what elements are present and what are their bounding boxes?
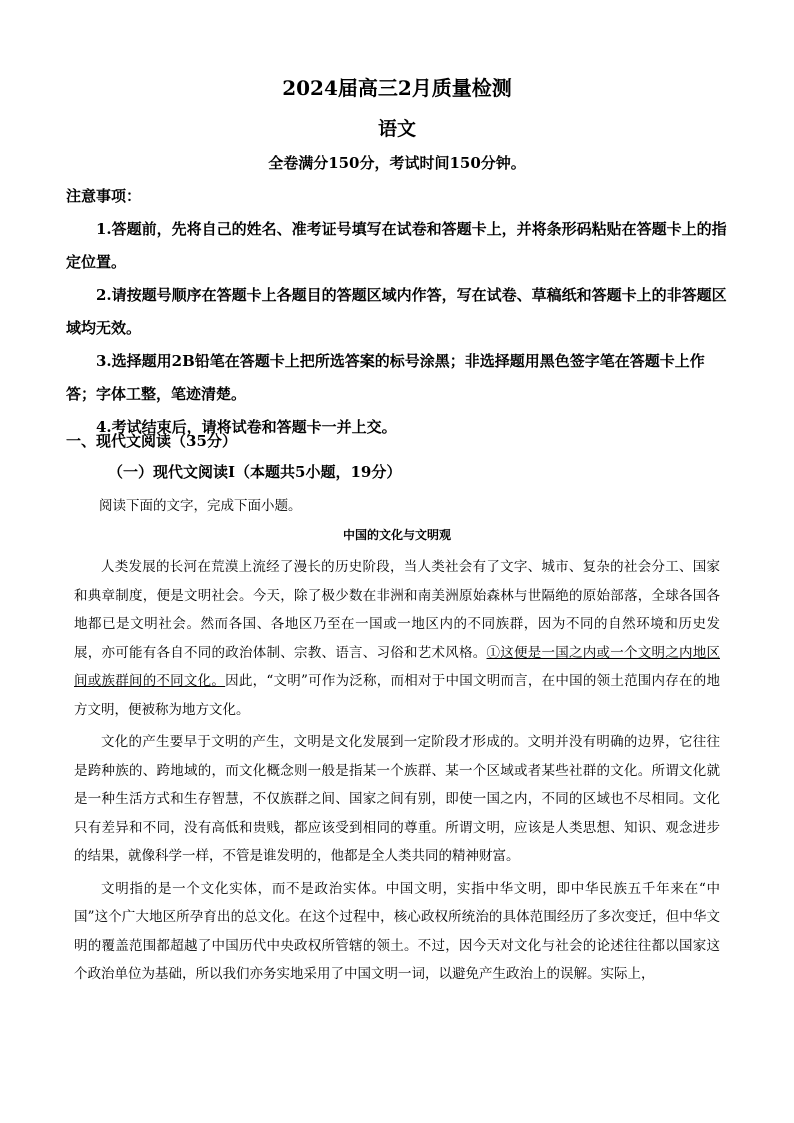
subject-title: 语文: [377, 118, 416, 140]
section-heading: 一、现代文阅读（35分）: [66, 432, 237, 450]
passage-body: [74, 553, 720, 993]
reading-instruction: 阅读下面的文字，完成下面小题。: [99, 498, 302, 514]
note-item-4: 4.考试结束后，请将试卷和答题卡一并上交。: [96, 418, 397, 436]
passage-title: 中国的文化与文明观: [342, 528, 451, 542]
passage-paragraph-3: 文明指的是一个文化实体，而不是政治实体。中国文明，实指中华文明，即中华民族五千年来在“中国”这个广大地区所孕育出的总文化。在这个过程中，核心政权所统治的具体范围经历了多次变迁，但中华文明的覆盖范围都超越了中国历代中央政权所管辖的领土。不过，因今天对文化与社会的论述往往都以国家这个政治单位为基础，所以我们亦务实地采用了中国文明一词，以避免产生政治上的误解。实际上，: [74, 880, 720, 982]
note-item-3: 3.选择题用2B铅笔在答题卡上把所选答案的标号涂黑；非选择题用黑色签字笔在答题卡上作答；字体工整，笔迹清楚。: [66, 352, 705, 403]
p1-text-before: 人类发展的长河在荒漠上流经了漫长的历史阶段，当人类社会有了文字、城市、复杂的社会分工、国家和典章制度，便是文明社会。今天，除了极少数在非洲和南美洲原始森林与世隔绝的原始部落，全球各国各地都已是文明社会。然而各国、各地区乃至在一国或一地区内的不同族群，因为不同的自然环境和历史发展，亦可能有各自不同的政治体制、宗教、语言、习俗和艺术风格。: [74, 559, 720, 661]
notes-heading: 注意事项：: [66, 187, 142, 205]
exam-title: 2024届高三2月质量检测: [282, 76, 512, 100]
notes-block: [66, 180, 728, 444]
exam-info: 全卷满分150分，考试时间150分钟。: [268, 154, 526, 172]
note-item-2: 2.请按题号顺序在答题卡上各题目的答题区域内作答，写在试卷、草稿纸和答题卡上的非答题区域均无效。: [66, 286, 727, 337]
subsection-heading: （一）现代文阅读Ⅰ（本题共5小题，19分）: [108, 463, 402, 481]
passage-paragraph-1: [74, 553, 720, 724]
note-item-1: 1.答题前，先将自己的姓名、准考证号填写在试卷和答题卡上，并将条形码粘贴在答题卡上的指定位置。: [66, 220, 727, 271]
passage-paragraph-2: 文化的产生要早于文明的产生，文明是文化发展到一定阶段才形成的。文明并没有明确的边界，它往往是跨种族的、跨地域的，而文化概念则一般是指某一个族群、某一个区域或者某些社群的文化。所谓文化就是一种生活方式和生存智慧，不仅族群之间、国家之间有别，即使一国之内，不同的区域也不尽相同。文化只有差异和不同，没有高低和贵贱，都应该受到相同的尊重。所谓文明，应该是人类思想、知识、观念进步的结果，就像科学一样，不管是谁发明的，他都是全人类共同的精神财富。: [74, 734, 720, 864]
p1-underlined-sentence: ①这便是一国之内或一个文明之内地区间或族群间的不同文化。: [74, 644, 720, 689]
p1-text-after: 因此，“文明”可作为泛称，而相对于中国文明而言，在中国的领土范围内存在的地方文明，便被称为地方文化。: [74, 673, 720, 718]
